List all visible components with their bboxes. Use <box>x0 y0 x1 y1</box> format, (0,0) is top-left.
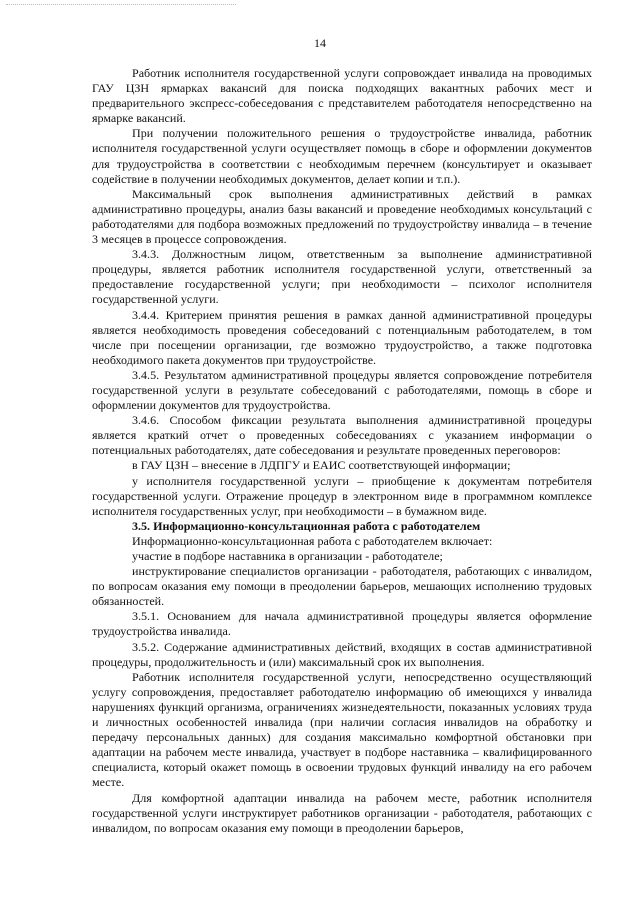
body-paragraph: 3.5.2. Содержание административных действий, входящих в состав административной процедуры, продолжительность и (или) максимальный срок их выполнения. <box>92 639 592 669</box>
section-heading: 3.5. Информационно-консультационная работа с работодателем <box>132 518 481 533</box>
body-paragraph: При получении положительного решения о трудоустройстве инвалида, работник исполнителя государственной услуги осуществляет помощь в сборе и оформлении документов для трудоустройства в соответствии с необходимым перечнем (консультирует и оказывает содействие в получении необходимых документов, делает копии и т.п.). <box>92 126 592 186</box>
body-paragraph: Работник исполнителя государственной услуги сопровождает инвалида на проводимых ГАУ ЦЗН ярмарках вакансий для поиска подходящих вакантных рабочих мест и предварительного экспресс-собеседования с представителем работодателя непосредственно на ярмарке вакансий. <box>92 66 592 126</box>
body-paragraph: Максимальный срок выполнения административных действий в рамках административно процедуры, анализ базы вакансий и проведение необходимых консультаций с работодателями для подбора возможных предложений по трудоустройству инвалида – в течение 3 месяцев в процессе сопровождения. <box>92 186 592 247</box>
document-body <box>92 66 592 836</box>
body-paragraph: инструктирование специалистов организации - работодателя, работающих с инвалидом, по вопросам оказания ему помощи в преодолении барьеров, мешающих исполнению трудовых обязанностей. <box>92 564 592 609</box>
body-paragraph: Для комфортной адаптации инвалида на рабочем месте, работник исполнителя государственной услуги инструктирует работников организации - работодателя, работающих с инвалидом, по вопросам оказания ему помощи в преодолении барьеров, <box>92 790 592 835</box>
body-paragraph: Работник исполнителя государственной услуги, непосредственно осуществляющий услугу сопровождения, предоставляет работодателю информацию об имеющихся у инвалида нарушениях функций организма, ограничениях жизнедеятельности, показанных условиях труда и личностных особенностей инвалида (при наличии согласия инвалидов на обработку и передачу персональных данных) для создания максимально комфортной обстановки при адаптации на рабочем месте инвалида, участвует в подборе наставника – квалифицированного специалиста, который окажет помощь в освоении трудовых функций инвалиду на его рабочем месте. <box>92 669 592 790</box>
body-paragraph: 3.4.4. Критерием принятия решения в рамках данной административной процедуры является необходимость проведения собеседований с потенциальным работодателем, в том числе при посещении организации, где возможно трудоустройство, а также подготовка необходимого пакета документов при трудоустройстве. <box>92 307 592 367</box>
body-paragraph: Информационно-консультационная работа с работодателем включает: <box>132 533 493 548</box>
body-paragraph: в ГАУ ЦЗН – внесение в ЛДПГУ и ЕАИС соответствующей информации; <box>132 458 511 473</box>
body-paragraph: участие в подборе наставника в организации - работодателе; <box>132 549 443 563</box>
scan-artifact <box>6 4 236 7</box>
body-paragraph: 3.4.3. Должностным лицом, ответственным за выполнение административной процедуры, является работник исполнителя государственной услуги, ответственный за предоставление государственной услуги; при необходимости – психолог исполнителя государственной услуги. <box>92 247 592 307</box>
page-number: 14 <box>314 36 326 50</box>
body-paragraph: 3.4.6. Способом фиксации результата выполнения административной процедуры является краткий отчет о проведенных собеседованиях с указанием информации о потенциальных работодателях, дате собеседования и результате проведенных переговоров: <box>92 413 592 458</box>
body-paragraph: 3.4.5. Результатом административной процедуры является сопровождение потребителя государственной услуги в результате собеседований с работодателями, помощь в сборе и оформлении документов для трудоустройства. <box>92 367 592 413</box>
body-paragraph: у исполнителя государственной услуги – приобщение к документам потребителя государственной услуги. Отражение процедур в электронном виде в программном комплексе исполнителя государственных услуг, при необходимости – в бумажном виде. <box>92 473 592 518</box>
body-paragraph: 3.5.1. Основанием для начала административной процедуры является оформление трудоустройства инвалида. <box>92 609 592 639</box>
